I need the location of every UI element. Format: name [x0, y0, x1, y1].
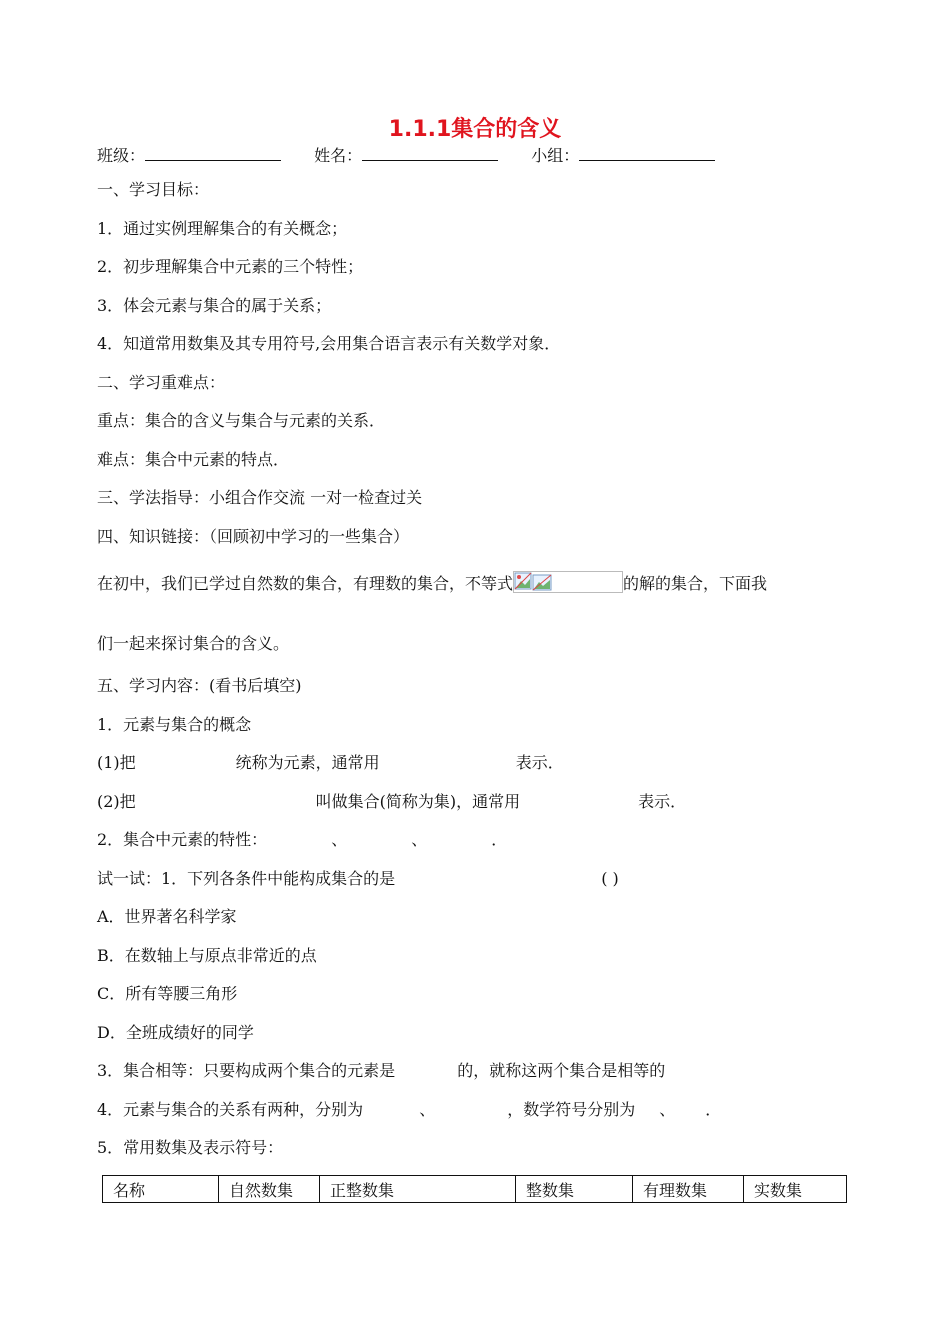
hard-point: 难点：集合中元素的特点．: [97, 450, 290, 469]
key-point: 重点：集合的含义与集合与元素的关系．: [97, 411, 386, 430]
text-segment: 表示．: [638, 792, 687, 811]
broken-image-icon: [513, 571, 623, 598]
text-segment: (1)把: [97, 753, 136, 772]
text-segment: 、: [331, 830, 348, 849]
intro-line-cont: 们一起来探讨集合的含义。: [97, 634, 290, 653]
class-blank: [145, 146, 281, 161]
text-segment: 2．集合中元素的特性：: [97, 830, 268, 849]
answer-paren: ( ): [601, 869, 619, 888]
table-cell: 有理数集: [633, 1176, 744, 1203]
fill-blank-line: [97, 1061, 665, 1081]
option-c: C．所有等腰三角形: [97, 984, 238, 1003]
table-row: [103, 1176, 847, 1203]
name-field: [314, 143, 498, 166]
intro-text-b: 的解的集合，下面我: [623, 574, 768, 593]
group-label: 小组：: [531, 146, 580, 165]
number-sets-table: [102, 1175, 847, 1203]
class-label: 班级：: [97, 146, 146, 165]
text-segment: 、: [411, 830, 428, 849]
text-segment: 的，就称这两个集合是相等的: [457, 1061, 666, 1080]
text-segment: ，数学符号分别为: [507, 1100, 636, 1119]
table-cell: 自然数集: [219, 1176, 320, 1203]
goal-item: 3．体会元素与集合的属于关系；: [97, 296, 332, 315]
table-cell: 实数集: [744, 1176, 847, 1203]
fill-blank-line: [97, 830, 507, 850]
option-b: B．在数轴上与原点非常近的点: [97, 946, 317, 965]
text-segment: 3．集合相等：只要构成两个集合的元素是: [97, 1061, 396, 1080]
name-label: 姓名：: [314, 146, 363, 165]
table-cell: 整数集: [516, 1176, 633, 1203]
fill-blank-line: [97, 1100, 721, 1120]
page-title: 1.1.1集合的含义: [388, 117, 562, 142]
goal-heading: 一、学习目标：: [97, 180, 210, 199]
text-segment: 、: [659, 1100, 676, 1119]
goal-item: 1．通过实例理解集合的有关概念；: [97, 219, 348, 238]
text-segment: 4．元素与集合的关系有两种，分别为: [97, 1100, 364, 1119]
table-cell: 正整数集: [320, 1176, 516, 1203]
group-field: [531, 143, 715, 166]
option-d: D．全班成绩好的同学: [97, 1023, 254, 1042]
content-item: 1．元素与集合的概念: [97, 715, 252, 734]
text-segment: (2)把: [97, 792, 136, 811]
text-segment: 表示．: [515, 753, 564, 772]
text-segment: ．: [491, 830, 508, 849]
text-segment: 叫做集合(简称为集)，通常用: [315, 792, 521, 811]
class-field: [97, 143, 281, 166]
intro-text-a: 在初中，我们已学过自然数的集合，有理数的集合，不等式: [97, 574, 514, 593]
key-heading: 二、学习重难点：: [97, 373, 226, 392]
option-a: A．世界著名科学家: [97, 907, 237, 926]
name-blank: [362, 146, 498, 161]
student-info-row: [97, 143, 743, 166]
goal-item: 2．初步理解集合中元素的三个特性；: [97, 257, 364, 276]
question-text: 试一试：1．下列各条件中能构成集合的是: [97, 869, 396, 888]
fill-blank-line: [97, 792, 686, 812]
intro-line: [97, 571, 767, 598]
goal-item: 4．知道常用数集及其专用符号,会用集合语言表示有关数学对象．: [97, 334, 561, 353]
content-item: 5．常用数集及表示符号：: [97, 1138, 284, 1157]
question-line: [97, 869, 619, 889]
table-cell: 名称: [103, 1176, 219, 1203]
link-heading: 四、知识链接：（回顾初中学习的一些集合）: [97, 527, 410, 546]
fill-blank-line: [97, 753, 564, 773]
text-segment: 统称为元素，通常用: [235, 753, 380, 772]
text-segment: 、: [419, 1100, 436, 1119]
text-segment: ．: [705, 1100, 722, 1119]
method-line: 三、学法指导：小组合作交流 一对一检查过关: [97, 488, 423, 507]
content-heading: 五、学习内容：(看书后填空): [97, 676, 302, 695]
group-blank: [579, 146, 715, 161]
